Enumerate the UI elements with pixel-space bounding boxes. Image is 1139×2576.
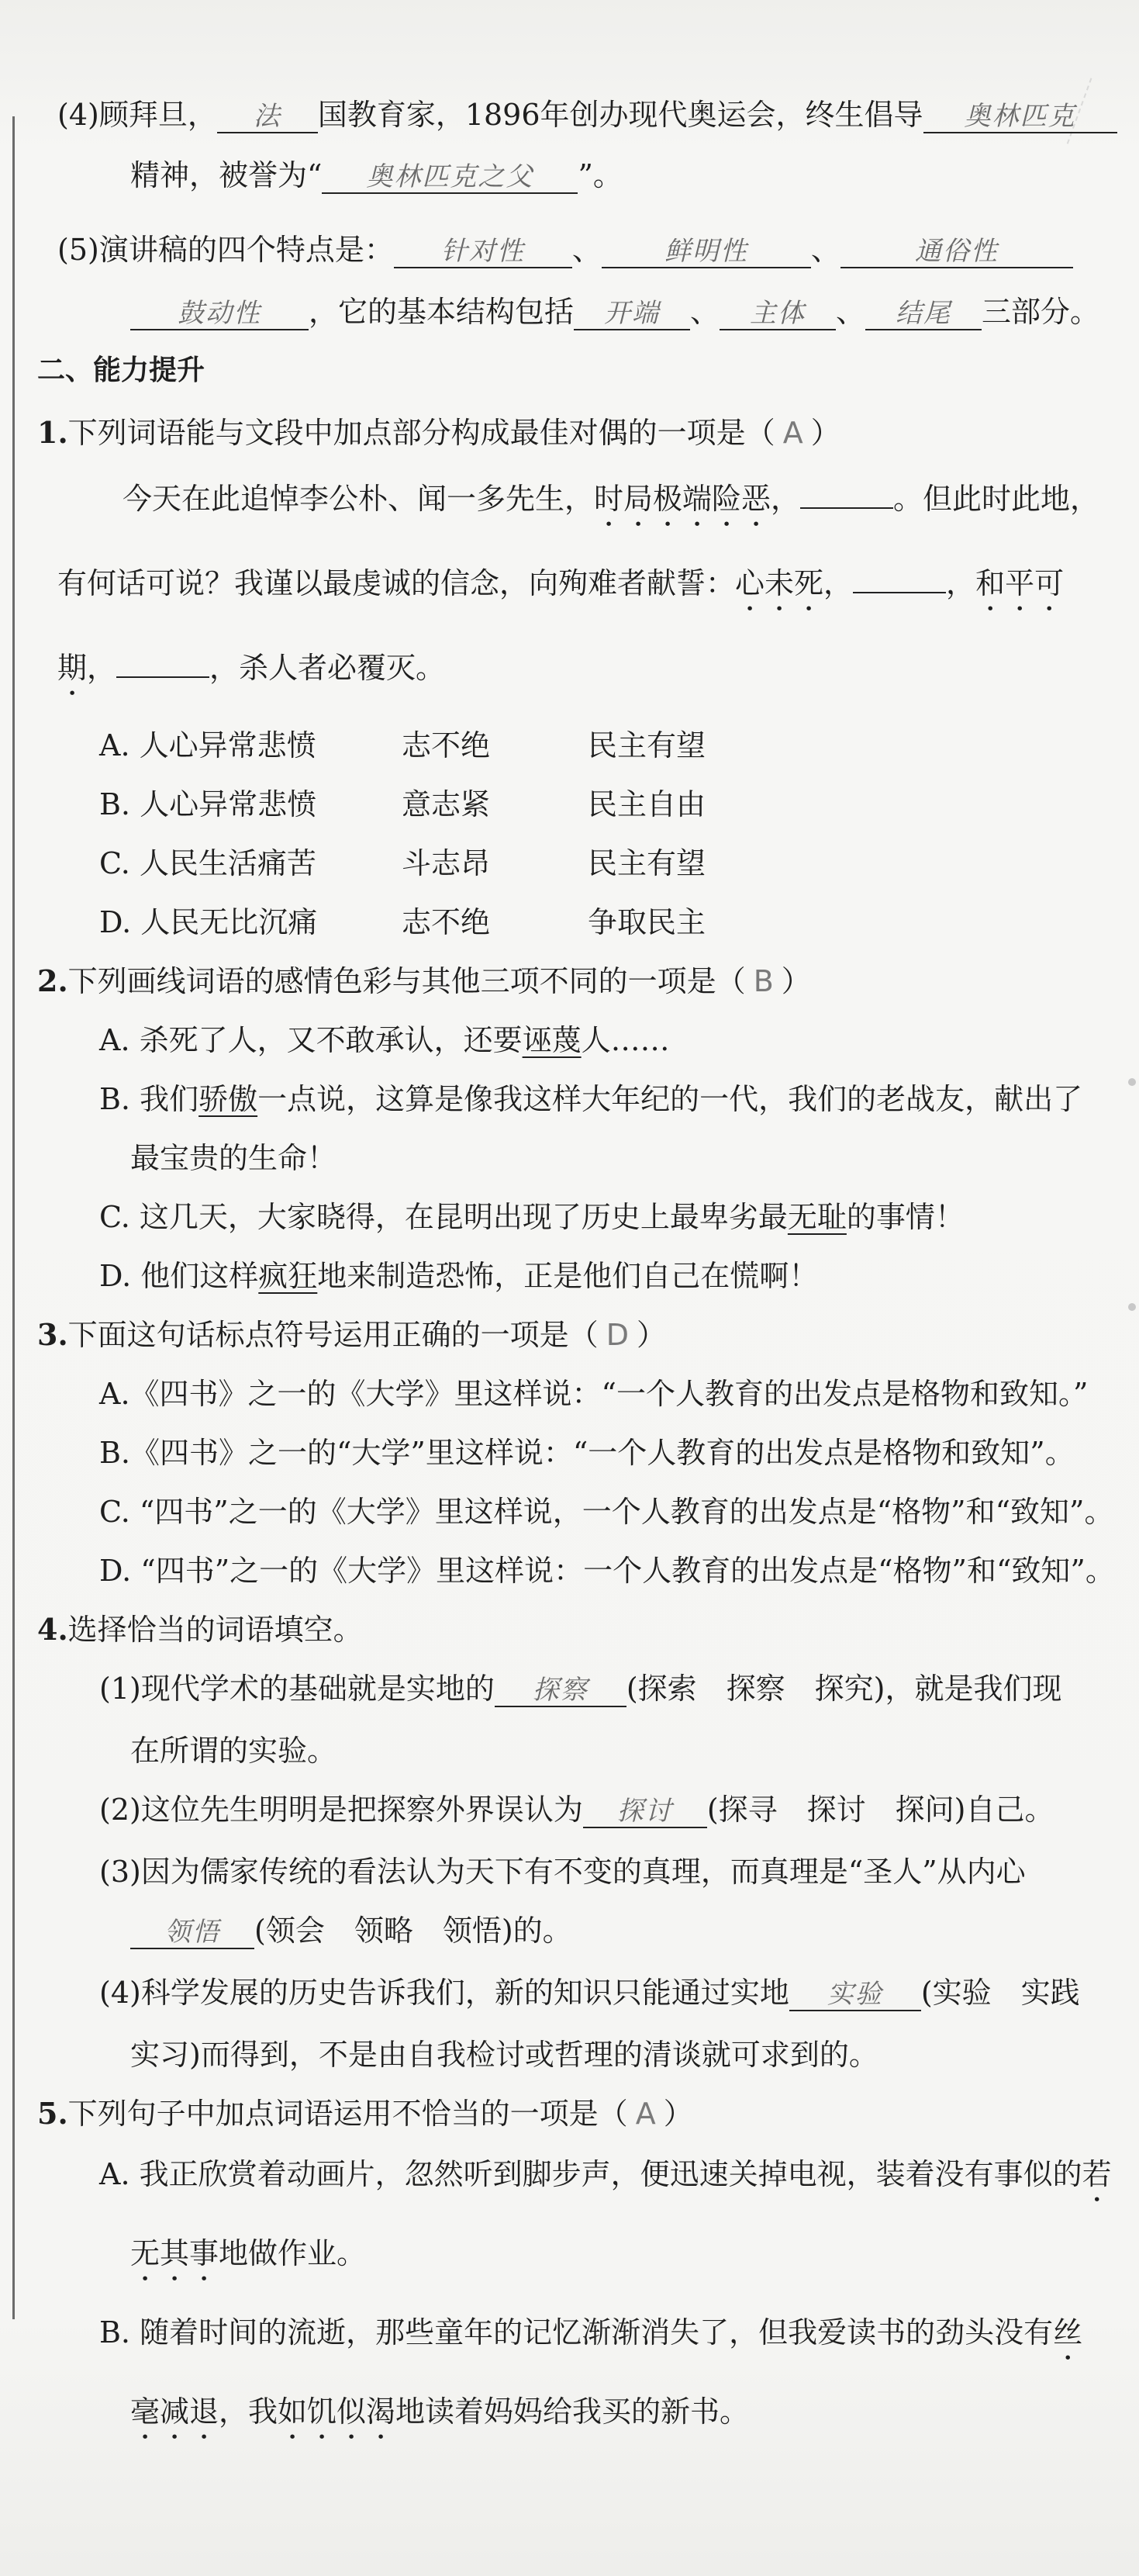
p2-option-d [37,1260,1099,1291]
p3-stem-text: 下面这句话标点符号运用正确的一项是（ [67,1318,599,1352]
p3-option-a: A.《四书》之一的《大学》里这样说：“一个人教育的出发点是格物和致知。” [99,1377,1089,1411]
p5-number: 5. [37,2096,68,2131]
p5-stem-text: 下列句子中加点词语运用不恰当的一项是（ [67,2097,628,2131]
p5-answer: A [635,2097,656,2131]
p1-number: 1. [37,415,68,450]
p2-option-b [37,1084,1099,1115]
q5-blank-2 [602,234,811,268]
underlined-word: 无耻 [787,1200,847,1234]
q4-line2 [37,160,1099,194]
q4-line2-end: ”。 [578,158,623,192]
option-text: C. 这几天，大家晓得，在昆明出现了历史上最卑劣最 [99,1200,788,1234]
p2-answer: B [753,964,774,998]
q5-answer-3: 通俗性 [914,236,999,267]
p1-para-text: ， [771,482,801,516]
p1-option-a [37,730,1099,761]
p1-para-text: 。但此时此地， [893,482,1100,516]
p1-para-text: ， [823,566,854,600]
option-text: D. 他们这样 [99,1259,259,1293]
option-part: 民主有望 [588,728,706,762]
option-part: 志不绝 [402,905,491,939]
p1-dotted-phrase: 时局极端险恶 [594,482,771,516]
p1-para-text: 今天在此追悼李公朴、闻一多先生， [123,482,595,516]
p3-option-b: B.《四书》之一的“大学”里这样说：“一个人教育的出发点是格物和致知”。 [99,1436,1075,1470]
p5-option-b-line2 [37,2394,1099,2446]
dotted-word: 丝 [1053,2315,1083,2350]
q5-blank-6 [720,296,836,330]
option-part: 民主有望 [588,846,706,880]
p1-close: ） [810,416,840,450]
dotted-word: 若 [1082,2157,1112,2191]
sub-text: (实验 实践 [920,1976,1080,2010]
left-margin-line [12,116,15,2319]
p1-dotted-phrase: 心未死 [735,566,824,600]
p2-option-b-line2: 最宝贵的生命！ [130,1141,337,1175]
p4-blank-3 [130,1915,254,1949]
option-text: 地来制造恐怖，正是他们自己在慌啊！ [317,1259,819,1293]
option-text: B. 随着时间的流逝，那些童年的记忆渐渐消失了，但我爱读书的劲头没有 [99,2315,1054,2350]
option-label: D. 人民无比沉痛 [99,905,318,939]
section-title: 二、能力提升 [37,354,205,386]
q4-answer-country: 法 [253,101,281,132]
q5-sep: 、 [571,233,602,267]
q5-sep: 、 [836,295,866,329]
p2-number: 2. [37,963,68,998]
sub-text: (领会 领略 领悟)的。 [254,1914,572,1948]
q4-blank-country [217,99,318,133]
option-text: 地读着妈妈给我买的新书。 [395,2394,750,2429]
q5-blank-1 [394,234,572,268]
p5-option-a-line2 [37,2236,1099,2287]
option-part: 意志紧 [402,787,491,821]
option-part: 志不绝 [402,728,491,762]
q5-line2 [37,296,1099,330]
option-part: 民主自由 [588,787,706,821]
option-text: ，我 [219,2394,278,2429]
p4-stem [37,1614,1099,1645]
option-label: B. 人心异常悲愤 [99,787,317,821]
option-part: 斗志昂 [402,846,491,880]
dotted-word: 毫减退 [130,2394,219,2429]
edge-smudge [1128,1303,1136,1311]
sub-text: (4)科学发展的历史告诉我们，新的知识只能通过实地 [99,1976,789,2010]
option-text: A. 我正欣赏着动画片，忽然听到脚步声，便迅速关掉电视，装着没有事似的 [99,2157,1082,2191]
p5-option-a [37,2157,1112,2208]
option-text: 人…… [581,1023,670,1057]
p2-stem-text: 下列画线词语的感情色彩与其他三项不同的一项是（ [67,964,746,998]
option-text: 的事情！ [846,1200,965,1234]
q4-prefix: (4)顾拜旦， [57,98,217,132]
q4-line2-start: 精神，被誉为“ [130,158,323,192]
p1-option-c [37,848,1099,879]
p1-para-text: ， [87,651,117,685]
underlined-word: 诬蔑 [522,1023,582,1057]
dotted-word: 无其事 [130,2236,219,2270]
p1-para-text: ，杀人者必覆灭。 [209,651,446,685]
q5-blank-3 [840,234,1073,268]
p4-number: 4. [37,1612,68,1647]
p2-stem [37,963,1099,998]
p1-option-b [37,789,1099,820]
sub-text: (探寻 探讨 探问)自己。 [706,1793,1054,1827]
p4-sub4-line2: 实习)而得到，不是由自我检讨或哲理的清谈就可求到的。 [130,2038,878,2072]
q5-answer-4: 鼓动性 [178,298,261,329]
p4-sub3: (3)因为儒家传统的看法认为天下有不变的真理，而真理是“圣人”从内心 [99,1855,1026,1889]
p4-stem-text: 选择恰当的词语填空。 [67,1613,363,1647]
edge-smudge [1128,1078,1136,1086]
p3-close: ） [636,1318,666,1352]
option-text: B. 我们 [99,1082,199,1116]
p1-para-text: 有何话可说？我谨以最虔诚的信念，向殉难者献誓： [57,566,736,600]
q5-line1 [37,234,1099,268]
p1-para-line1 [37,476,1099,533]
p1-answer: A [782,416,803,450]
underlined-word: 疯狂 [258,1259,318,1293]
q5-blank-5 [574,296,690,330]
p1-blank-1 [800,476,893,509]
p4-sub4 [37,1977,1099,2011]
q5-answer-2: 鲜明性 [664,236,748,267]
q4-blank-title [322,160,578,194]
q4-line1 [37,99,1099,133]
p1-stem [37,417,1099,448]
p3-stem [37,1319,1099,1350]
p4-sub1 [37,1673,1099,1707]
p1-blank-2 [853,561,946,593]
p1-stem-text: 下列词语能与文段中加点部分构成最佳对偶的一项是（ [67,416,775,450]
option-part: 争取民主 [588,905,706,939]
p5-close: ） [663,2097,693,2131]
dotted-word: 如饥似渴 [278,2394,396,2429]
p4-answer-1: 探察 [532,1675,588,1706]
underlined-word: 骄傲 [198,1082,258,1116]
q5-sep: 、 [690,295,720,329]
p4-blank-2 [583,1794,707,1828]
worksheet-content [37,98,1115,2474]
p4-sub1-line2: 在所谓的实验。 [130,1734,337,1768]
p1-dotted-phrase: 期 [57,651,88,685]
q5-blank-7 [865,296,982,330]
p4-answer-3: 领悟 [164,1917,220,1948]
p3-answer: D [606,1318,629,1352]
q4-blank-spirit [923,99,1117,133]
p2-option-c [37,1202,1099,1233]
q5-answer-1: 针对性 [440,236,525,267]
p3-option-c: C. “四书”之一的《大学》里这样说，一个人教育的出发点是“格物”和“致知”。 [99,1495,1114,1529]
sub-text: (1)现代学术的基础就是实地的 [99,1672,495,1706]
q5-sep: 、 [810,233,840,267]
option-text: 地做作业。 [219,2236,367,2270]
q4-answer-title: 奥林匹克之父 [366,161,534,192]
q5-answer-6: 主体 [750,298,806,329]
p4-sub3-line2 [37,1915,1099,1949]
q5-mid: ，它的基本结构包括 [309,295,575,329]
p1-dotted-phrase: 和平可 [975,566,1065,600]
p1-para-text: ， [946,566,976,600]
sub-text: (2)这位先生明明是把探察外界误认为 [99,1793,583,1827]
option-label: C. 人民生活痛苦 [99,846,316,880]
p1-blank-3 [116,645,209,678]
p3-number: 3. [37,1317,68,1352]
q5-blank-4 [130,296,309,330]
p1-para-line3 [37,645,1099,702]
option-label: A. 人心异常悲愤 [99,728,316,762]
option-text: A. 杀死了人，又不敢承认，还要 [99,1023,523,1057]
p2-option-a [37,1025,1099,1056]
p2-close: ） [781,964,811,998]
p4-blank-1 [495,1673,626,1707]
q5-answer-7: 结尾 [896,298,952,329]
p4-answer-2: 探讨 [616,1796,673,1827]
sub-text: (探索 探察 探究)，就是我们现 [626,1672,1062,1706]
q5-end: 三部分。 [982,295,1100,329]
p3-option-d: D. “四书”之一的《大学》里这样说：一个人教育的出发点是“格物”和“致知”。 [99,1554,1115,1588]
p4-sub2 [37,1794,1099,1828]
p5-stem [37,2098,1099,2129]
p5-option-b [37,2315,1099,2367]
option-text: 一点说，这算是像我这样大年纪的一代，我们的老战友，献出了 [257,1082,1083,1116]
q5-answer-5: 开端 [604,298,661,329]
p1-para-line2 [37,561,1099,617]
p1-option-d [37,907,1099,938]
q4-answer-spirit: 奥林匹克 [964,101,1076,132]
q5-prefix: (5)演讲稿的四个特点是： [57,233,394,267]
q4-mid: 国教育家，1896年创办现代奥运会，终生倡导 [317,98,923,132]
p4-answer-4: 实验 [827,1979,883,2010]
p4-blank-4 [789,1977,921,2011]
